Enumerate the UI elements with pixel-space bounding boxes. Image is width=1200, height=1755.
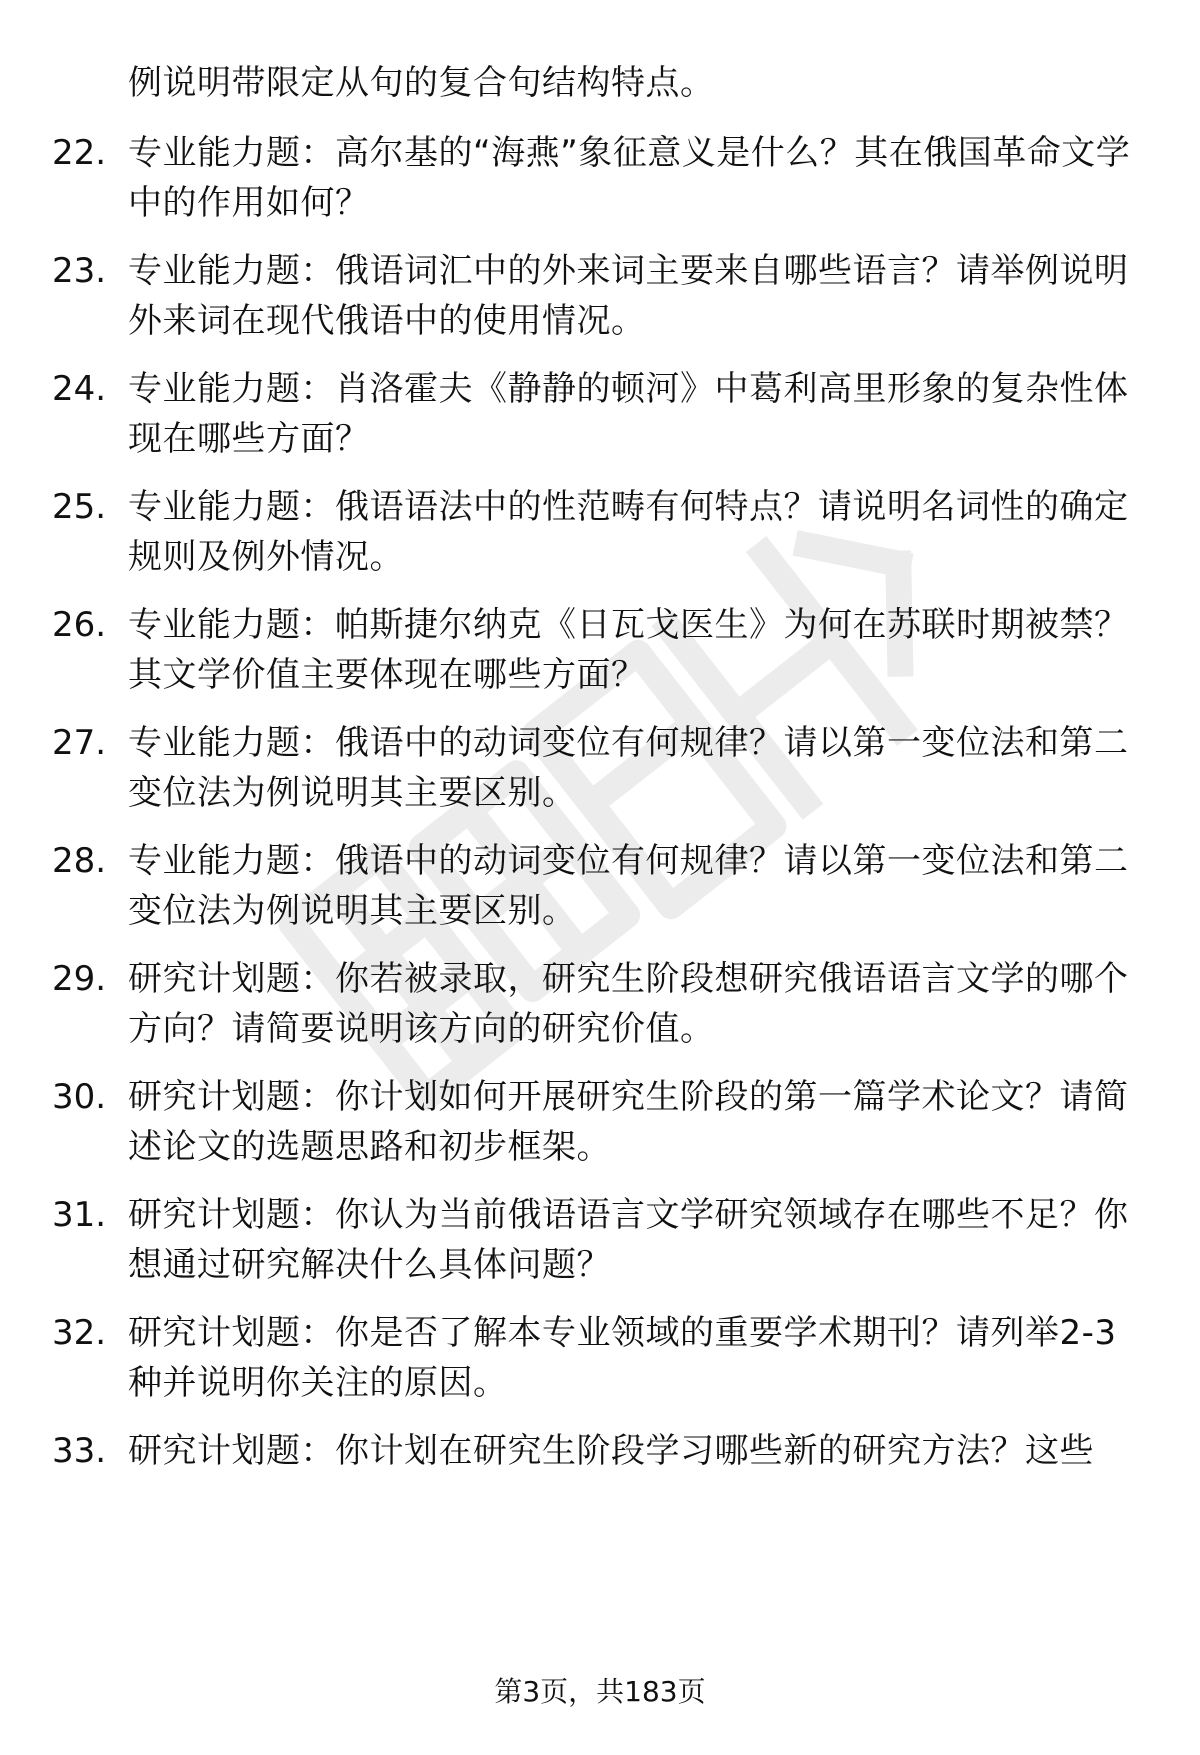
question-number: 29. xyxy=(52,959,107,999)
question-item xyxy=(52,954,1142,1054)
question-item xyxy=(52,836,1142,936)
question-item xyxy=(52,600,1142,700)
question-number: 22. xyxy=(52,133,107,173)
page-indicator: 第3页，共183页 xyxy=(494,1675,706,1708)
question-number: 24. xyxy=(52,369,107,409)
question-item xyxy=(52,364,1142,464)
question-text: 专业能力题：高尔基的“海燕”象征意义是什么？其在俄国革命文学中的作用如何？ xyxy=(128,133,1131,223)
question-text: 研究计划题：你计划在研究生阶段学习哪些新的研究方法？这些 xyxy=(128,1431,1094,1471)
question-item xyxy=(52,1308,1142,1408)
question-text: 专业能力题：俄语语法中的性范畴有何特点？请说明名词性的确定规则及例外情况。 xyxy=(128,487,1129,577)
question-text: 研究计划题：你认为当前俄语语言文学研究领域存在哪些不足？你想通过研究解决什么具体问题？ xyxy=(128,1195,1129,1285)
question-item xyxy=(52,1072,1142,1172)
question-number: 25. xyxy=(52,487,107,527)
question-number: 26. xyxy=(52,605,107,645)
question-number: 32. xyxy=(52,1313,107,1353)
question-text: 专业能力题：俄语中的动词变位有何规律？请以第一变位法和第二变位法为例说明其主要区别。 xyxy=(128,841,1129,931)
question-number: 30. xyxy=(52,1077,107,1117)
question-text: 专业能力题：帕斯捷尔纳克《日瓦戈医生》为何在苏联时期被禁？其文学价值主要体现在哪些方面？ xyxy=(128,605,1129,695)
question-text: 专业能力题：俄语词汇中的外来词主要来自哪些语言？请举例说明外来词在现代俄语中的使用情况。 xyxy=(128,251,1129,341)
question-number: 33. xyxy=(52,1431,107,1471)
question-text: 专业能力题：俄语中的动词变位有何规律？请以第一变位法和第二变位法为例说明其主要区别。 xyxy=(128,723,1129,813)
question-text: 研究计划题：你若被录取，研究生阶段想研究俄语语言文学的哪个方向？请简要说明该方向的研究价值。 xyxy=(128,959,1129,1049)
question-text: 研究计划题：你计划如何开展研究生阶段的第一篇学术论文？请简述论文的选题思路和初步框架。 xyxy=(128,1077,1129,1167)
question-item xyxy=(52,128,1142,228)
question-text: 研究计划题：你是否了解本专业领域的重要学术期刊？请列举2-3种并说明你关注的原因。 xyxy=(128,1313,1117,1403)
question-number: 31. xyxy=(52,1195,107,1235)
question-item xyxy=(52,1426,1142,1476)
question-item xyxy=(52,718,1142,818)
question-item xyxy=(52,482,1142,582)
question-number: 27. xyxy=(52,723,107,763)
question-number: 28. xyxy=(52,841,107,881)
continuation-text: 例说明带限定从句的复合句结构特点。 xyxy=(128,63,715,103)
question-item xyxy=(52,1190,1142,1290)
question-item xyxy=(52,246,1142,346)
question-number: 23. xyxy=(52,251,107,291)
question-text: 专业能力题：肖洛霍夫《静静的顿河》中葛利高里形象的复杂性体现在哪些方面？ xyxy=(128,369,1129,459)
